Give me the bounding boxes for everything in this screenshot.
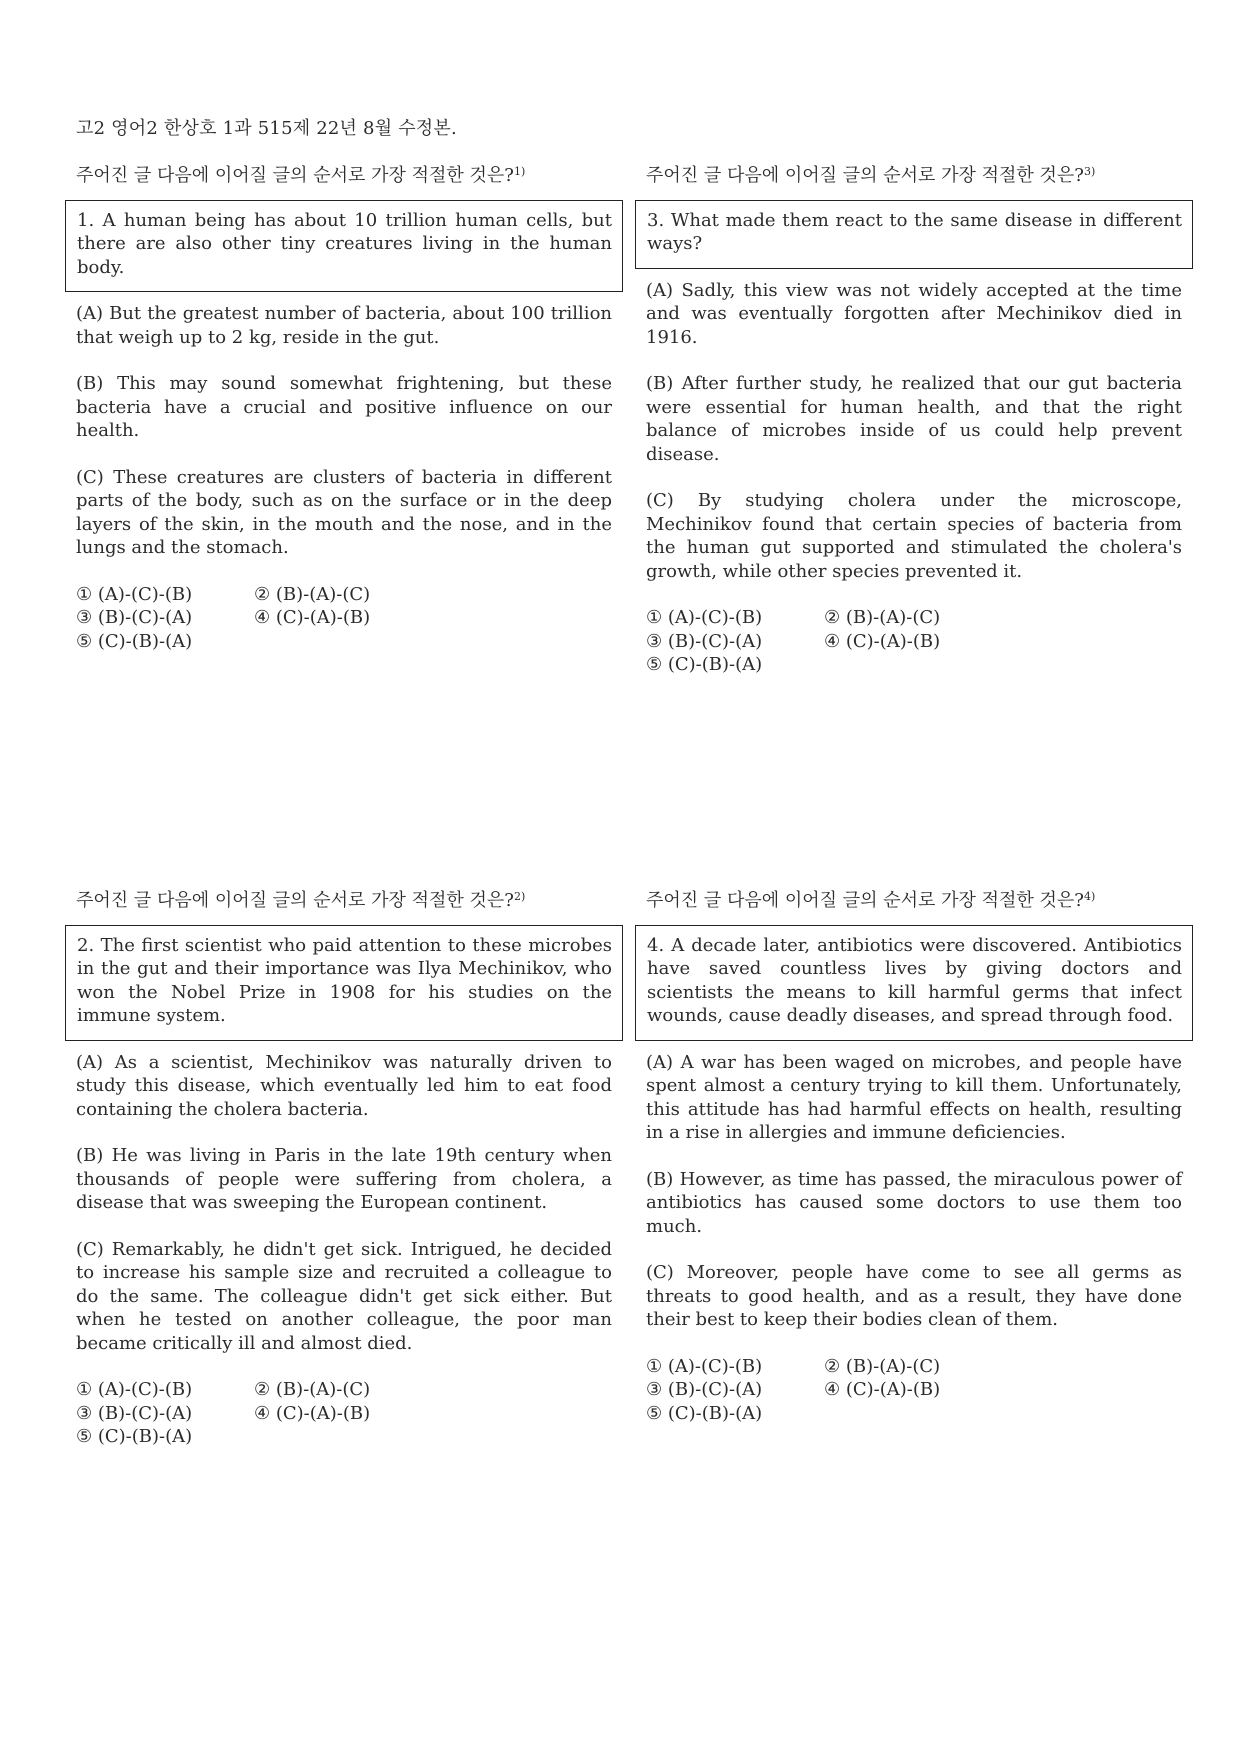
choice-2[interactable]: ② (B)-(A)-(C) — [254, 1379, 371, 1400]
choice-1[interactable]: ① (A)-(C)-(B) — [646, 607, 763, 628]
paragraph-c: (C) These creatures are clusters of bacteria in different parts of the body, such as on the surface or in the deep layers of the skin, in the mouth and the nose, and in the lungs and the stomach. — [76, 466, 612, 558]
choice-3[interactable]: ③ (B)-(C)-(A) — [646, 1379, 763, 1400]
page-header: 고2 영어2 한상호 1과 515제 22년 8월 수정본. — [76, 118, 457, 139]
choice-2[interactable]: ② (B)-(A)-(C) — [824, 607, 941, 628]
paragraph-a: (A) A war has been waged on microbes, and people have spent almost a century trying to kill them. Unfortunately, this attitude has had harmful effects on health, resulting in a rise in allergies and immune deficiencies. — [646, 1051, 1182, 1143]
choice-3[interactable]: ③ (B)-(C)-(A) — [76, 1402, 193, 1424]
answer-choices — [76, 1378, 612, 1449]
question-prompt: 주어진 글 다음에 이어질 글의 순서로 가장 적절한 것은?$^{3)}$ — [646, 165, 1096, 186]
paragraph-b: (B) However, as time has passed, the miraculous power of antibiotics has caused some doctors to use them too much. — [646, 1168, 1182, 1237]
choice-4[interactable]: ④ (C)-(A)-(B) — [254, 607, 371, 628]
paragraph-a: (A) But the greatest number of bacteria, about 100 trillion that weigh up to 2 kg, reside in the gut. — [76, 303, 612, 348]
choice-1[interactable]: ① (A)-(C)-(B) — [76, 1379, 193, 1400]
choice-4[interactable]: ④ (C)-(A)-(B) — [824, 1379, 941, 1400]
footnote-ref: 1) — [513, 165, 526, 178]
question-prompt: 주어진 글 다음에 이어질 글의 순서로 가장 적절한 것은?$^{1)}$ — [76, 165, 526, 186]
choice-5[interactable]: ⑤ (C)-(B)-(A) — [76, 1426, 193, 1447]
paragraph-c: (C) Remarkably, he didn't get sick. Intrigued, he decided to increase his sample size and recruited a colleague to do the same. The colleague didn't get sick either. But when he tested on another colleague, the poor man became critically ill and almost died. — [76, 1238, 612, 1354]
answer-choices — [646, 1355, 1182, 1426]
question-2 — [76, 885, 612, 1449]
answer-choices — [76, 583, 612, 654]
paragraph-a: (A) As a scientist, Mechinikov was naturally driven to study this disease, which eventually led him to eat food containing the cholera bacteria. — [76, 1051, 612, 1120]
choice-1[interactable]: ① (A)-(C)-(B) — [646, 1355, 763, 1377]
question-4 — [646, 885, 1182, 1425]
given-passage-box: 2. The first scientist who paid attention to these microbes in the gut and their importance was Ilya Mechinikov, who won the Nobel Prize in 1908 for his studies on the immune system. — [65, 925, 623, 1041]
choice-2[interactable]: ② (B)-(A)-(C) — [254, 583, 371, 605]
choice-5[interactable]: ⑤ (C)-(B)-(A) — [76, 630, 193, 652]
paragraph-b: (B) He was living in Paris in the late 19th century when thousands of people were suffering from cholera, a disease that was sweeping the European continent. — [76, 1145, 612, 1213]
paragraph-c: (C) Moreover, people have come to see all germs as threats to good health, and as a result, they have done their best to keep their bodies clean of them. — [646, 1262, 1182, 1330]
given-passage-box: 3. What made them react to the same disease in different ways? — [635, 200, 1193, 269]
choice-5[interactable]: ⑤ (C)-(B)-(A) — [646, 1402, 763, 1424]
choice-4[interactable]: ④ (C)-(A)-(B) — [254, 1402, 371, 1424]
question-prompt: 주어진 글 다음에 이어질 글의 순서로 가장 적절한 것은?$^{2)}$ — [76, 890, 526, 911]
paragraph-c: (C) By studying cholera under the microscope, Mechinikov found that certain species of bacteria from the human gut supported and stimulated the cholera's growth, while other species prevented it. — [646, 490, 1182, 582]
footnote-ref: 2) — [513, 890, 526, 903]
choice-3[interactable]: ③ (B)-(C)-(A) — [76, 607, 193, 628]
choice-4[interactable]: ④ (C)-(A)-(B) — [824, 630, 941, 652]
choice-1[interactable]: ① (A)-(C)-(B) — [76, 583, 193, 605]
choice-3[interactable]: ③ (B)-(C)-(A) — [646, 630, 763, 652]
footnote-ref: 4) — [1083, 890, 1096, 903]
given-passage-box: 4. A decade later, antibiotics were discovered. Antibiotics have saved countless lives by giving doctors and scientists the means to kill harmful germs that infect wounds, cause deadly diseases, and spread through food. — [635, 925, 1193, 1041]
footnote-ref: 3) — [1083, 165, 1096, 178]
paragraph-b: (B) This may sound somewhat frightening, but these bacteria have a crucial and positive influence on our health. — [76, 373, 612, 441]
question-prompt: 주어진 글 다음에 이어질 글의 순서로 가장 적절한 것은?$^{4)}$ — [646, 890, 1096, 911]
question-3 — [646, 160, 1182, 677]
paragraph-a: (A) Sadly, this view was not widely accepted at the time and was eventually forgotten after Mechinikov died in 1916. — [646, 279, 1182, 348]
paragraph-b: (B) After further study, he realized that our gut bacteria were essential for human health, and that the right balance of microbes inside of us could help prevent disease. — [646, 373, 1182, 465]
choice-5[interactable]: ⑤ (C)-(B)-(A) — [646, 654, 763, 675]
choice-2[interactable]: ② (B)-(A)-(C) — [824, 1355, 941, 1377]
question-1 — [76, 160, 612, 653]
answer-choices — [646, 606, 1182, 677]
given-passage-box: 1. A human being has about 10 trillion human cells, but there are also other tiny creatures living in the human body. — [65, 200, 623, 293]
